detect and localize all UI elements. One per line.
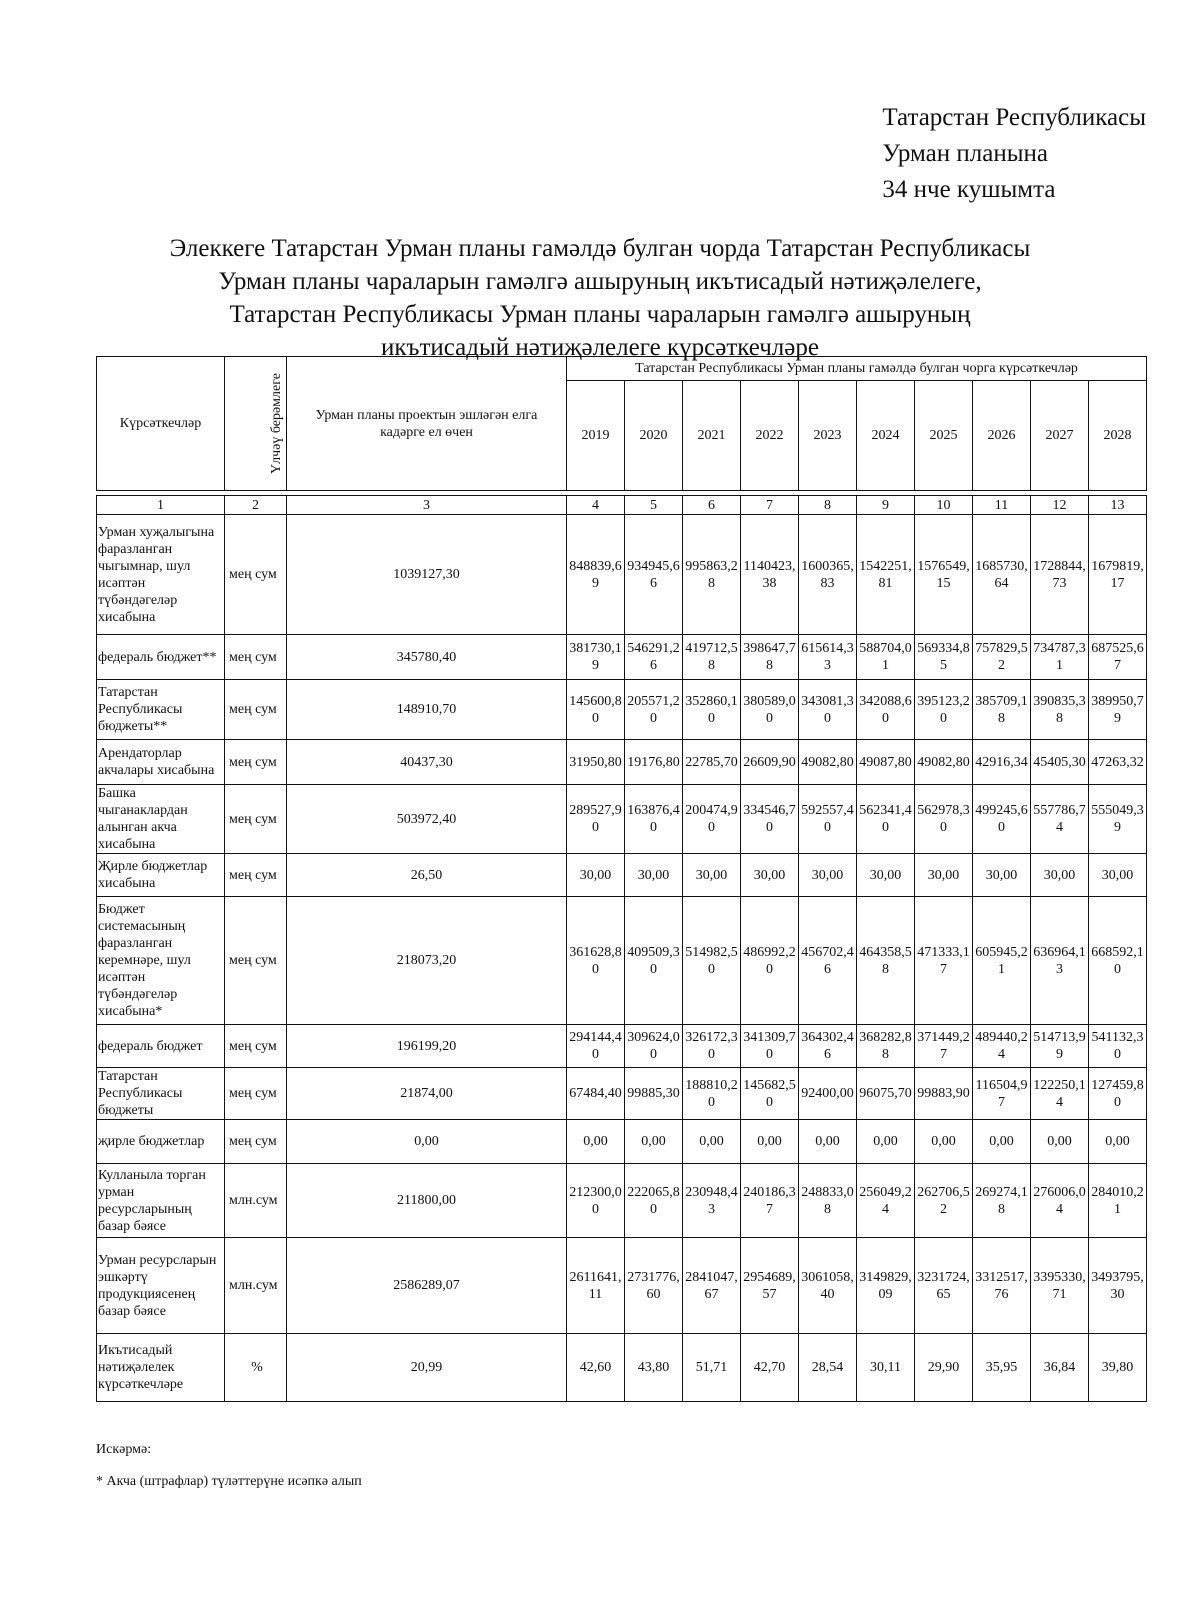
value-cell: 42,60	[567, 1334, 625, 1402]
value-cell: 562341,40	[857, 785, 915, 854]
project-year-cell: 40437,30	[287, 740, 567, 785]
value-cell: 419712,58	[683, 635, 741, 680]
value-cell: 212300,00	[567, 1164, 625, 1238]
notes-label: Искәрмә:	[96, 1442, 152, 1457]
value-cell: 1728844,73	[1031, 515, 1089, 635]
value-cell: 30,00	[1089, 854, 1147, 897]
indicator-cell: Башка чыганаклардан алынган акча хисабына	[97, 785, 225, 854]
project-year-cell: 20,99	[287, 1334, 567, 1402]
value-cell: 334546,70	[741, 785, 799, 854]
header-year: 2026	[973, 381, 1031, 491]
project-year-cell: 2586289,07	[287, 1238, 567, 1334]
value-cell: 0,00	[567, 1120, 625, 1164]
column-number: 10	[915, 496, 973, 515]
project-year-cell: 26,50	[287, 854, 567, 897]
value-cell: 269274,18	[973, 1164, 1031, 1238]
value-cell: 99885,30	[625, 1068, 683, 1120]
value-cell: 43,80	[625, 1334, 683, 1402]
value-cell: 3312517,76	[973, 1238, 1031, 1334]
value-cell: 546291,26	[625, 635, 683, 680]
value-cell: 389950,79	[1089, 680, 1147, 740]
header-year: 2019	[567, 381, 625, 491]
value-cell: 3395330,71	[1031, 1238, 1089, 1334]
header-unit: Үлчәү берәмлеге	[225, 357, 287, 491]
notes	[96, 1442, 362, 1506]
value-cell: 0,00	[1031, 1120, 1089, 1164]
header-year: 2025	[915, 381, 973, 491]
value-cell: 2841047,67	[683, 1238, 741, 1334]
value-cell: 390835,38	[1031, 680, 1089, 740]
value-cell: 934945,66	[625, 515, 683, 635]
project-year-cell: 1039127,30	[287, 515, 567, 635]
value-cell: 352860,10	[683, 680, 741, 740]
value-cell: 29,90	[915, 1334, 973, 1402]
value-cell: 343081,30	[799, 680, 857, 740]
header-project-year: Урман планы проектын эшләгән елга кадәрге ел өчен	[287, 357, 567, 491]
title-line-1: Элеккеге Татарстан Урман планы гамәлдә булган чорда Татарстан Республикасы	[169, 235, 1031, 262]
unit-cell: мең сум	[225, 785, 287, 854]
indicator-cell: федераль бюджет**	[97, 635, 225, 680]
value-cell: 2954689,57	[741, 1238, 799, 1334]
header-line-plan: Урман планына	[882, 140, 1048, 167]
value-cell: 3231724,65	[915, 1238, 973, 1334]
project-year-cell: 0,00	[287, 1120, 567, 1164]
unit-cell: мең сум	[225, 515, 287, 635]
value-cell: 22785,70	[683, 740, 741, 785]
column-number: 6	[683, 496, 741, 515]
value-cell: 341309,70	[741, 1025, 799, 1068]
value-cell: 0,00	[1089, 1120, 1147, 1164]
table-row	[97, 1120, 1147, 1164]
unit-cell: мең сум	[225, 854, 287, 897]
value-cell: 0,00	[741, 1120, 799, 1164]
value-cell: 555049,39	[1089, 785, 1147, 854]
column-number: 1	[97, 496, 225, 515]
value-cell: 284010,21	[1089, 1164, 1147, 1238]
value-cell: 30,00	[973, 854, 1031, 897]
indicator-cell: Җирле бюджетлар хисабына	[97, 854, 225, 897]
table-row	[97, 515, 1147, 635]
value-cell: 734787,31	[1031, 635, 1089, 680]
document-header	[882, 100, 1146, 208]
value-cell: 99883,90	[915, 1068, 973, 1120]
table-row	[97, 635, 1147, 680]
value-cell: 668592,10	[1089, 897, 1147, 1025]
value-cell: 0,00	[915, 1120, 973, 1164]
indicator-cell: Бюджет системасының фаразланган керемнәре, шул исәптән түбәндәгеләр хисабына*	[97, 897, 225, 1025]
value-cell: 687525,67	[1089, 635, 1147, 680]
value-cell: 248833,08	[799, 1164, 857, 1238]
table-row	[97, 854, 1147, 897]
value-cell: 30,00	[857, 854, 915, 897]
indicator-cell: Кулланыла торган урман ресурсларының базар бәясе	[97, 1164, 225, 1238]
unit-cell: мең сум	[225, 1025, 287, 1068]
value-cell: 188810,20	[683, 1068, 741, 1120]
value-cell: 757829,52	[973, 635, 1031, 680]
table-row	[97, 1238, 1147, 1334]
table-body	[97, 491, 1147, 1402]
value-cell: 1685730,64	[973, 515, 1031, 635]
indicator-cell: Татарстан Республикасы бюджеты**	[97, 680, 225, 740]
header-year: 2024	[857, 381, 915, 491]
value-cell: 30,00	[1031, 854, 1089, 897]
value-cell: 541132,30	[1089, 1025, 1147, 1068]
value-cell: 256049,24	[857, 1164, 915, 1238]
project-year-cell: 211800,00	[287, 1164, 567, 1238]
value-cell: 489440,24	[973, 1025, 1031, 1068]
unit-cell: мең сум	[225, 1068, 287, 1120]
document-title	[0, 232, 1200, 364]
value-cell: 127459,80	[1089, 1068, 1147, 1120]
value-cell: 294144,40	[567, 1025, 625, 1068]
value-cell: 49087,80	[857, 740, 915, 785]
value-cell: 47263,32	[1089, 740, 1147, 785]
value-cell: 995863,28	[683, 515, 741, 635]
project-year-cell: 21874,00	[287, 1068, 567, 1120]
column-number: 5	[625, 496, 683, 515]
header-line-appendix: 34 нче кушымта	[882, 176, 1056, 203]
value-cell: 30,00	[625, 854, 683, 897]
value-cell: 636964,13	[1031, 897, 1089, 1025]
value-cell: 49082,80	[799, 740, 857, 785]
value-cell: 39,80	[1089, 1334, 1147, 1402]
table-row	[97, 897, 1147, 1025]
value-cell: 28,54	[799, 1334, 857, 1402]
value-cell: 0,00	[973, 1120, 1031, 1164]
value-cell: 2611641,11	[567, 1238, 625, 1334]
value-cell: 230948,43	[683, 1164, 741, 1238]
table-row	[97, 740, 1147, 785]
column-number: 11	[973, 496, 1031, 515]
value-cell: 30,11	[857, 1334, 915, 1402]
value-cell: 395123,20	[915, 680, 973, 740]
value-cell: 205571,20	[625, 680, 683, 740]
header-line-republic: Татарстан Республикасы	[882, 104, 1146, 131]
value-cell: 514982,50	[683, 897, 741, 1025]
table-row	[97, 680, 1147, 740]
value-cell: 36,84	[1031, 1334, 1089, 1402]
value-cell: 380589,00	[741, 680, 799, 740]
table-row	[97, 1068, 1147, 1120]
value-cell: 122250,14	[1031, 1068, 1089, 1120]
value-cell: 615614,33	[799, 635, 857, 680]
project-year-cell: 148910,70	[287, 680, 567, 740]
value-cell: 1140423,38	[741, 515, 799, 635]
project-year-cell: 218073,20	[287, 897, 567, 1025]
value-cell: 3493795,30	[1089, 1238, 1147, 1334]
value-cell: 562978,30	[915, 785, 973, 854]
unit-cell: мең сум	[225, 897, 287, 1025]
header-year: 2022	[741, 381, 799, 491]
value-cell: 67484,40	[567, 1068, 625, 1120]
value-cell: 364302,46	[799, 1025, 857, 1068]
value-cell: 368282,88	[857, 1025, 915, 1068]
value-cell: 92400,00	[799, 1068, 857, 1120]
column-number: 4	[567, 496, 625, 515]
value-cell: 51,71	[683, 1334, 741, 1402]
table-row	[97, 1164, 1147, 1238]
header-year: 2028	[1089, 381, 1147, 491]
value-cell: 262706,52	[915, 1164, 973, 1238]
value-cell: 592557,40	[799, 785, 857, 854]
project-year-cell: 196199,20	[287, 1025, 567, 1068]
title-line-2: Урман планы чараларын гамәлгә ашыруның икътисадый нәтиҗәлелеге,	[218, 268, 982, 295]
header-indicator: Күрсәткечләр	[97, 357, 225, 491]
unit-cell: мең сум	[225, 680, 287, 740]
indicator-cell: Урман хуҗалыгына фаразланган чыгымнар, шул исәптән түбәндәгеләр хисабына	[97, 515, 225, 635]
value-cell: 557786,74	[1031, 785, 1089, 854]
value-cell: 464358,58	[857, 897, 915, 1025]
value-cell: 145600,80	[567, 680, 625, 740]
value-cell: 499245,60	[973, 785, 1031, 854]
value-cell: 0,00	[799, 1120, 857, 1164]
value-cell: 30,00	[567, 854, 625, 897]
column-number: 7	[741, 496, 799, 515]
column-number: 13	[1089, 496, 1147, 515]
value-cell: 3061058,40	[799, 1238, 857, 1334]
value-cell: 31950,80	[567, 740, 625, 785]
value-cell: 456702,46	[799, 897, 857, 1025]
column-number: 8	[799, 496, 857, 515]
value-cell: 514713,99	[1031, 1025, 1089, 1068]
unit-cell: млн.сум	[225, 1164, 287, 1238]
value-cell: 361628,80	[567, 897, 625, 1025]
value-cell: 30,00	[741, 854, 799, 897]
value-cell: 385709,18	[973, 680, 1031, 740]
table-row	[97, 785, 1147, 854]
value-cell: 42,70	[741, 1334, 799, 1402]
value-cell: 0,00	[683, 1120, 741, 1164]
value-cell: 200474,90	[683, 785, 741, 854]
title-line-4: икътисадый нәтиҗәлелеге күрсәткечләре	[381, 334, 819, 361]
value-cell: 1542251,81	[857, 515, 915, 635]
header-year: 2021	[683, 381, 741, 491]
value-cell: 49082,80	[915, 740, 973, 785]
indicator-cell: Урман ресурсларын эшкәртү продукциясенең базар бәясе	[97, 1238, 225, 1334]
unit-cell: мең сум	[225, 635, 287, 680]
unit-cell: мең сум	[225, 740, 287, 785]
value-cell: 398647,78	[741, 635, 799, 680]
header-period: Татарстан Республикасы Урман планы гамәлдә булган чорга күрсәткечләр	[567, 357, 1147, 381]
value-cell: 848839,69	[567, 515, 625, 635]
value-cell: 30,00	[799, 854, 857, 897]
value-cell: 569334,85	[915, 635, 973, 680]
value-cell: 1576549,15	[915, 515, 973, 635]
value-cell: 471333,17	[915, 897, 973, 1025]
note-1: * Акча (штрафлар) түләттерүне исәпкә алып	[96, 1474, 362, 1489]
header-year: 2020	[625, 381, 683, 491]
indicators-table	[96, 356, 1147, 1402]
column-number: 12	[1031, 496, 1089, 515]
value-cell: 289527,90	[567, 785, 625, 854]
column-number: 3	[287, 496, 567, 515]
value-cell: 486992,20	[741, 897, 799, 1025]
unit-cell: %	[225, 1334, 287, 1402]
header-year: 2027	[1031, 381, 1089, 491]
value-cell: 1679819,17	[1089, 515, 1147, 635]
unit-cell: мең сум	[225, 1120, 287, 1164]
value-cell: 309624,00	[625, 1025, 683, 1068]
unit-cell: млн.сум	[225, 1238, 287, 1334]
value-cell: 3149829,09	[857, 1238, 915, 1334]
value-cell: 116504,97	[973, 1068, 1031, 1120]
value-cell: 240186,37	[741, 1164, 799, 1238]
value-cell: 588704,01	[857, 635, 915, 680]
value-cell: 19176,80	[625, 740, 683, 785]
value-cell: 1600365,83	[799, 515, 857, 635]
column-number: 2	[225, 496, 287, 515]
value-cell: 163876,40	[625, 785, 683, 854]
value-cell: 326172,30	[683, 1025, 741, 1068]
value-cell: 276006,04	[1031, 1164, 1089, 1238]
value-cell: 2731776,60	[625, 1238, 683, 1334]
value-cell: 30,00	[915, 854, 973, 897]
value-cell: 45405,30	[1031, 740, 1089, 785]
value-cell: 342088,60	[857, 680, 915, 740]
table-row	[97, 1334, 1147, 1402]
value-cell: 222065,80	[625, 1164, 683, 1238]
value-cell: 0,00	[857, 1120, 915, 1164]
value-cell: 409509,30	[625, 897, 683, 1025]
project-year-cell: 503972,40	[287, 785, 567, 854]
header-year: 2023	[799, 381, 857, 491]
value-cell: 35,95	[973, 1334, 1031, 1402]
indicator-cell: Татарстан Республикасы бюджеты	[97, 1068, 225, 1120]
indicator-cell: Арендаторлар акчалары хисабына	[97, 740, 225, 785]
value-cell: 42916,34	[973, 740, 1031, 785]
indicator-cell: җирле бюджетлар	[97, 1120, 225, 1164]
value-cell: 0,00	[625, 1120, 683, 1164]
indicator-cell: федераль бюджет	[97, 1025, 225, 1068]
value-cell: 96075,70	[857, 1068, 915, 1120]
column-number-row	[97, 496, 1147, 515]
title-line-3: Татарстан Республикасы Урман планы чараларын гамәлгә ашыруның	[229, 301, 971, 328]
value-cell: 30,00	[683, 854, 741, 897]
value-cell: 26609,90	[741, 740, 799, 785]
column-number: 9	[857, 496, 915, 515]
indicator-cell: Икътисадый нәтиҗәлелек күрсәткечләре	[97, 1334, 225, 1402]
table-row	[97, 1025, 1147, 1068]
value-cell: 371449,27	[915, 1025, 973, 1068]
value-cell: 145682,50	[741, 1068, 799, 1120]
value-cell: 605945,21	[973, 897, 1031, 1025]
value-cell: 381730,19	[567, 635, 625, 680]
project-year-cell: 345780,40	[287, 635, 567, 680]
